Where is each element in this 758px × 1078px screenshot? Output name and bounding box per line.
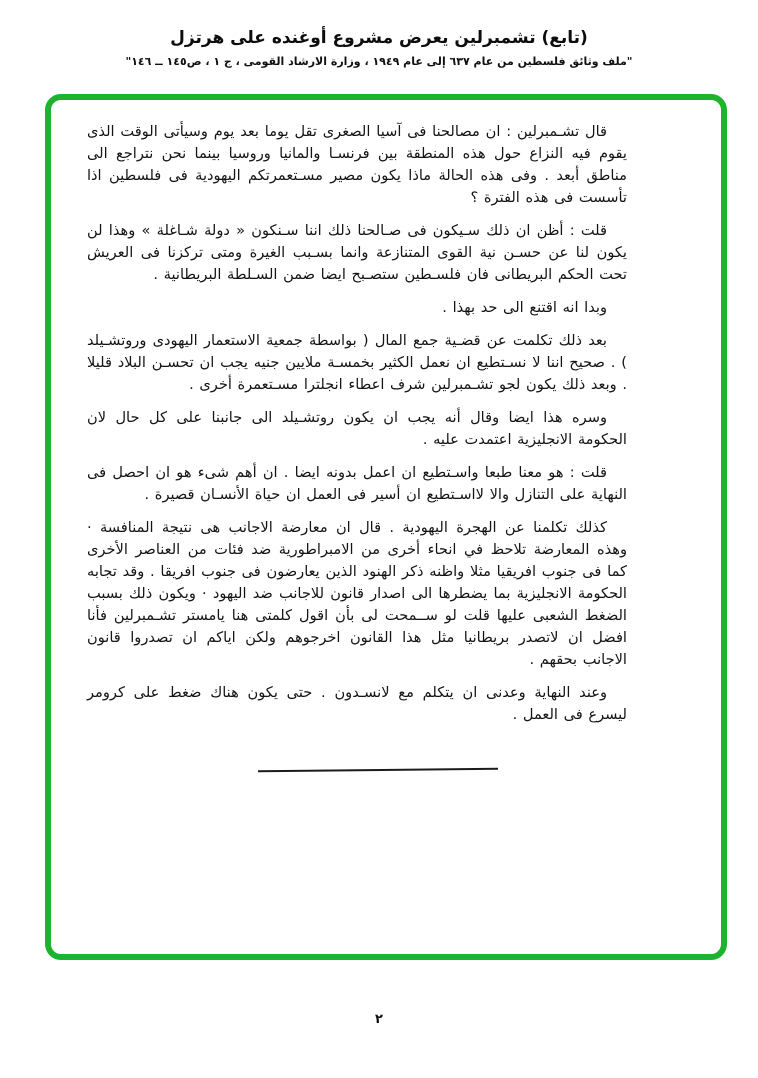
paragraph: قال تشـمبرلين : ان مصالحنا فى آسيا الصغرى تقل يوما بعد يوم وسيأتى الوقت الذى يقوم فيه النزاع حول هذه المنطقة بين فرنسـا والمانيا وروسيا بينما نحن نتراجع الى مناطق أبعد . وفى هذه الحالة ماذا يكون مصير مسـتعمرتكم اليهودية فى فلسطين اذا تأسست فى هذه الفترة ؟ <box>87 123 627 206</box>
source-citation: "ملف وثائق فلسطين من عام ٦٣٧ إلى عام ١٩٤٩ ، وزارة الارشاد القومى ، ج ١ ، ص١٤٥ ــ ١٤٦" <box>125 55 633 68</box>
paragraph: كذلك تكلمنا عن الهجرة اليهودية . قال ان معارضة الاجانب هى نتيجة المنافسة · وهذه المعارضة تلاحظ في انحاء أخرى من الامبراطورية ضد فئات من العناصر الأخرى كما فى جنوب افريقيا مثلا واظنه ذكر الهنود الذين يعارضون فى جنوب افريقا . وقد تجابه الحكومة الانجليزية بما يضطرها الى اصدار قانون للاجانب ضد اليهود · ويكون ذلك بسبب الضغط الشعبى عليها قلت لو ســمحت لى بأن اقول كلمتى هنا يامستر تشـمبرلين فأنا افضل ان لاتصدر بريطانيا مثل هذا القانون اخرجوهم ولكن اياكم ان تصدروا قانون الاجانب بحقهم . <box>87 519 627 668</box>
paragraph: بعد ذلك تكلمت عن قضـية جمع المال ( بواسطة جمعية الاستعمار اليهودى وروتشـيلد ) . صحيح اننا لا نسـتطيع ان نعمل الكثير بخمسـة ملايين جنيه يجب ان تحسـن البلاد قليلا . وبعد ذلك يكون لجو تشـمبرلين شرف اعطاء انجلترا مسـتعمرة أخرى . <box>87 332 627 393</box>
page-number: ٢ <box>375 1012 383 1027</box>
paragraph: قلت : أظن ان ذلك سـيكون فى صـالحنا ذلك اننا سـنكون « دولة شـاغلة » وهذا لن يكون لنا عن حسـن نية القوى المتنازعة وانما بسـبب الغيرة ومتى تركزنا فى العريش تحت الحكم البريطانى فان فلسـطين ستصـبح ايضا ضمن السـلطة البريطانية . <box>87 222 627 283</box>
paragraph: وبدا انه اقتنع الى حد بهذا . <box>442 299 607 316</box>
page-title: (تابع) تشمبرلين يعرض مشروع أوغنده على هرتزل <box>170 28 588 48</box>
document-body <box>87 121 627 737</box>
document-header <box>0 28 758 68</box>
paragraph: وسره هذا ايضا وقال أنه يجب ان يكون روتشـيلد الى جانبنا على كل حال لان الحكومة الانجليزية اعتمدت عليه . <box>87 409 627 448</box>
paragraph: وعند النهاية وعدنى ان يتكلم مع لانسـدون . حتى يكون هناك ضغط على كرومر ليسرع فى العمل . <box>87 684 627 723</box>
paragraph: قلت : هو معنا طبعا واسـتطيع ان اعمل بدونه ايضا . ان أهم شىء هو ان احصل فى النهاية على التنازل والا لااسـتطيع ان أسير فى العمل ان حياة الأنسـان قصيرة . <box>87 464 627 503</box>
